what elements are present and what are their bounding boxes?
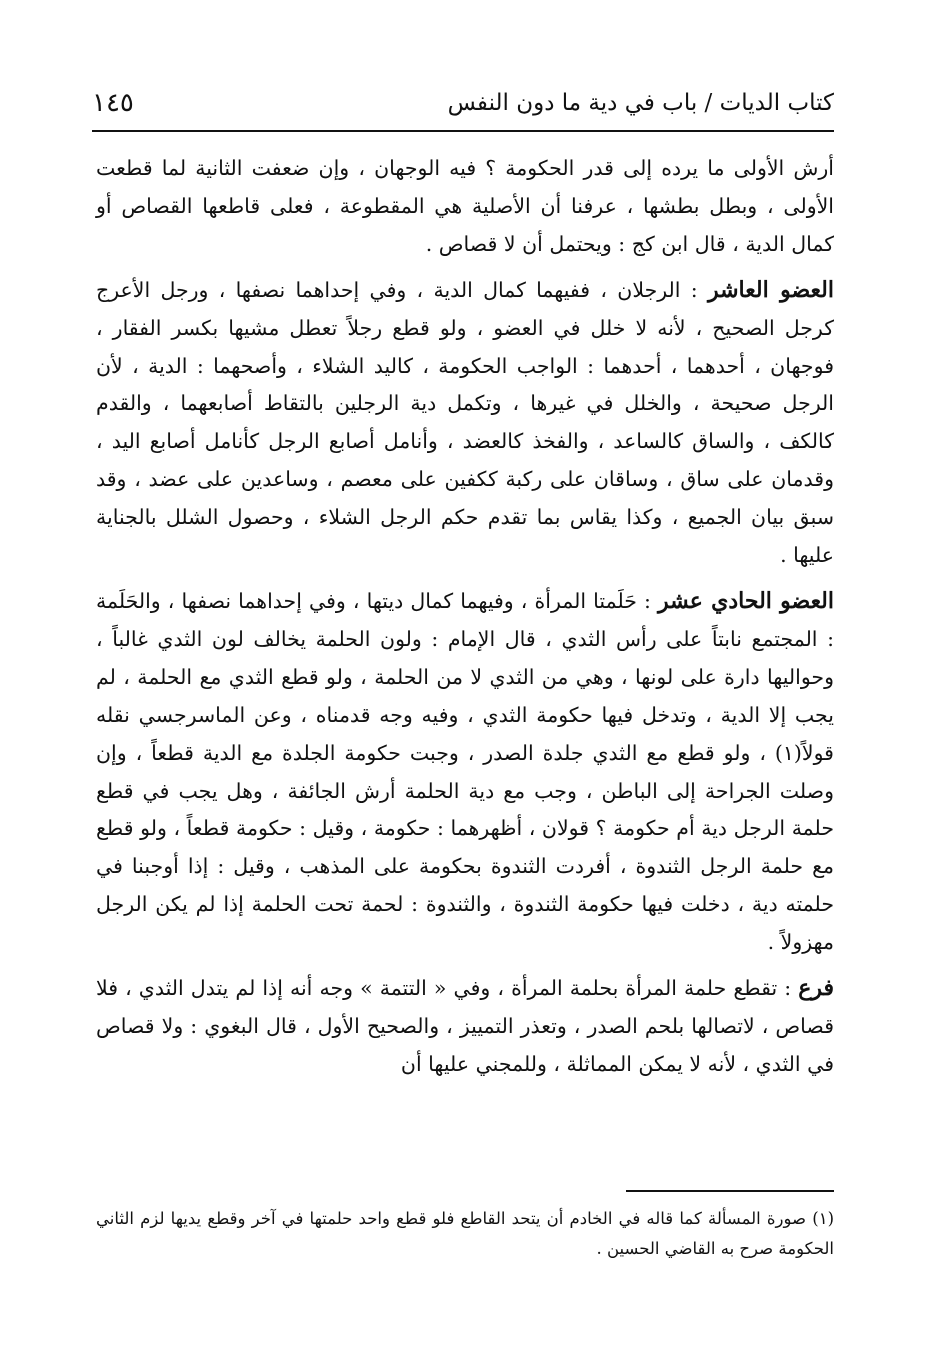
- header-rule: [92, 130, 834, 132]
- paragraph-text: : الرجلان ، ففيهما كمال الدية ، وفي إحداهما نصفها ، ورجل الأعرج كرجل الصحيح ، لأنه لا خلل في العضو ، ولو قطع رجلاً تعطل مشيها بكسر الفقار ، فوجهان ، أحدهما ، أحدهما : الواجب الحكومة ، كاليد الشلاء ، وأصحهما : الدية ، لأن الرجل صحيحة ، والخلل في غيرها ، وتكمل دية الرجلين بالتقاط أصابعهما ، والقدم كالكف ، والساق كالساعد ، والفخذ كالعضد ، وأنامل أصابع الرجل كأنامل أصابع اليد ، وقدمان على ساق ، وساقان على ركبة ككفين على معصم ، وساعدين على عضد ، وقد سبق بيان الجميع ، وكذا يقاس بما تقدم حكم الرجل الشلاء ، وحصول الشلل بالجناية عليها .: [96, 277, 834, 568]
- section-heading: العضو الحادي عشر: [658, 587, 835, 614]
- paragraph-text: : تقطع حلمة المرأة بحلمة المرأة ، وفي « التتمة » وجه أنه إذا لم يتدل الثدي ، فلا قصاص ، لاتصالها بلحم الصدر ، وتعذر التمييز ، والصحيح الأول ، قال البغوي : ولا قصاص في الثدي ، لأنه لا يمكن المماثلة ، وللمجني عليها أن: [96, 976, 834, 1076]
- main-text: [96, 150, 834, 1092]
- running-title: كتاب الديات / باب في دية ما دون النفس: [447, 90, 834, 116]
- page-header: [92, 86, 834, 126]
- section-heading: فرع: [798, 975, 834, 1002]
- paragraph-continuation: [96, 150, 834, 264]
- footnote-rule: [626, 1190, 834, 1192]
- paragraph-eleventh-organ: [96, 583, 834, 962]
- paragraph-branch: [96, 970, 834, 1084]
- section-heading: العضو العاشر: [707, 276, 834, 303]
- page-number: ١٤٥: [92, 88, 134, 118]
- footnote: [96, 1204, 834, 1264]
- footnote-text: (١) صورة المسألة كما قاله في الخادم أن يتحد القاطع فلو قطع واحد حلمتها في آخر وقطع يديها لزم الثاني الحكومة صرح به القاضي الحسين .: [96, 1209, 834, 1258]
- paragraph-tenth-organ: [96, 272, 834, 575]
- paragraph-text: : حَلَمتا المرأة ، وفيهما كمال ديتها ، وفي إحداهما نصفها ، والحَلَمة : المجتمع نابتاً على رأس الثدي ، قال الإمام : ولون الحلمة يخالف لون الثدي غالباً ، وحواليها دارة على لونها ، وهي من الثدي لا من الحلمة ، ولو قطع الثدي مع الحلمة ، لم يجب إلا الدية ، وتدخل فيها حكومة الثدي ، وفيه وجه قدمناه ، وعن الماسرجسي نقله قولاً(١) ، ولو قطع مع الثدي جلدة الصدر ، وجبت حكومة الجلدة مع الدية قطعاً ، وإن وصلت الجراحة إلى الباطن ، وجب مع دية الحلمة أرش الجائفة ، وهل يجب في قطع حلمة الرجل دية أم حكومة ؟ قولان ، أظهرهما : حكومة ، وقيل : حكومة قطعاً ، ولو قطع مع حلمة الرجل الثندوة ، أفردت الثندوة بحكومة على المذهب ، وقيل : إذا أوجبنا في حلمته دية ، دخلت فيها حكومة الثندوة ، والثندوة : لحمة تحت الحلمة إذا لم يكن الرجل مهزولاً .: [96, 588, 834, 955]
- paragraph-text: أرش الأولى ما يرده إلى قدر الحكومة ؟ فيه الوجهان ، وإن ضعفت الثانية لما قطعت الأولى ، وبطل بطشها ، عرفنا أن الأصلية هي المقطوعة ، فعلى قاطعها القصاص أو كمال الدية ، قال ابن كج : ويحتمل أن لا قصاص .: [96, 156, 834, 256]
